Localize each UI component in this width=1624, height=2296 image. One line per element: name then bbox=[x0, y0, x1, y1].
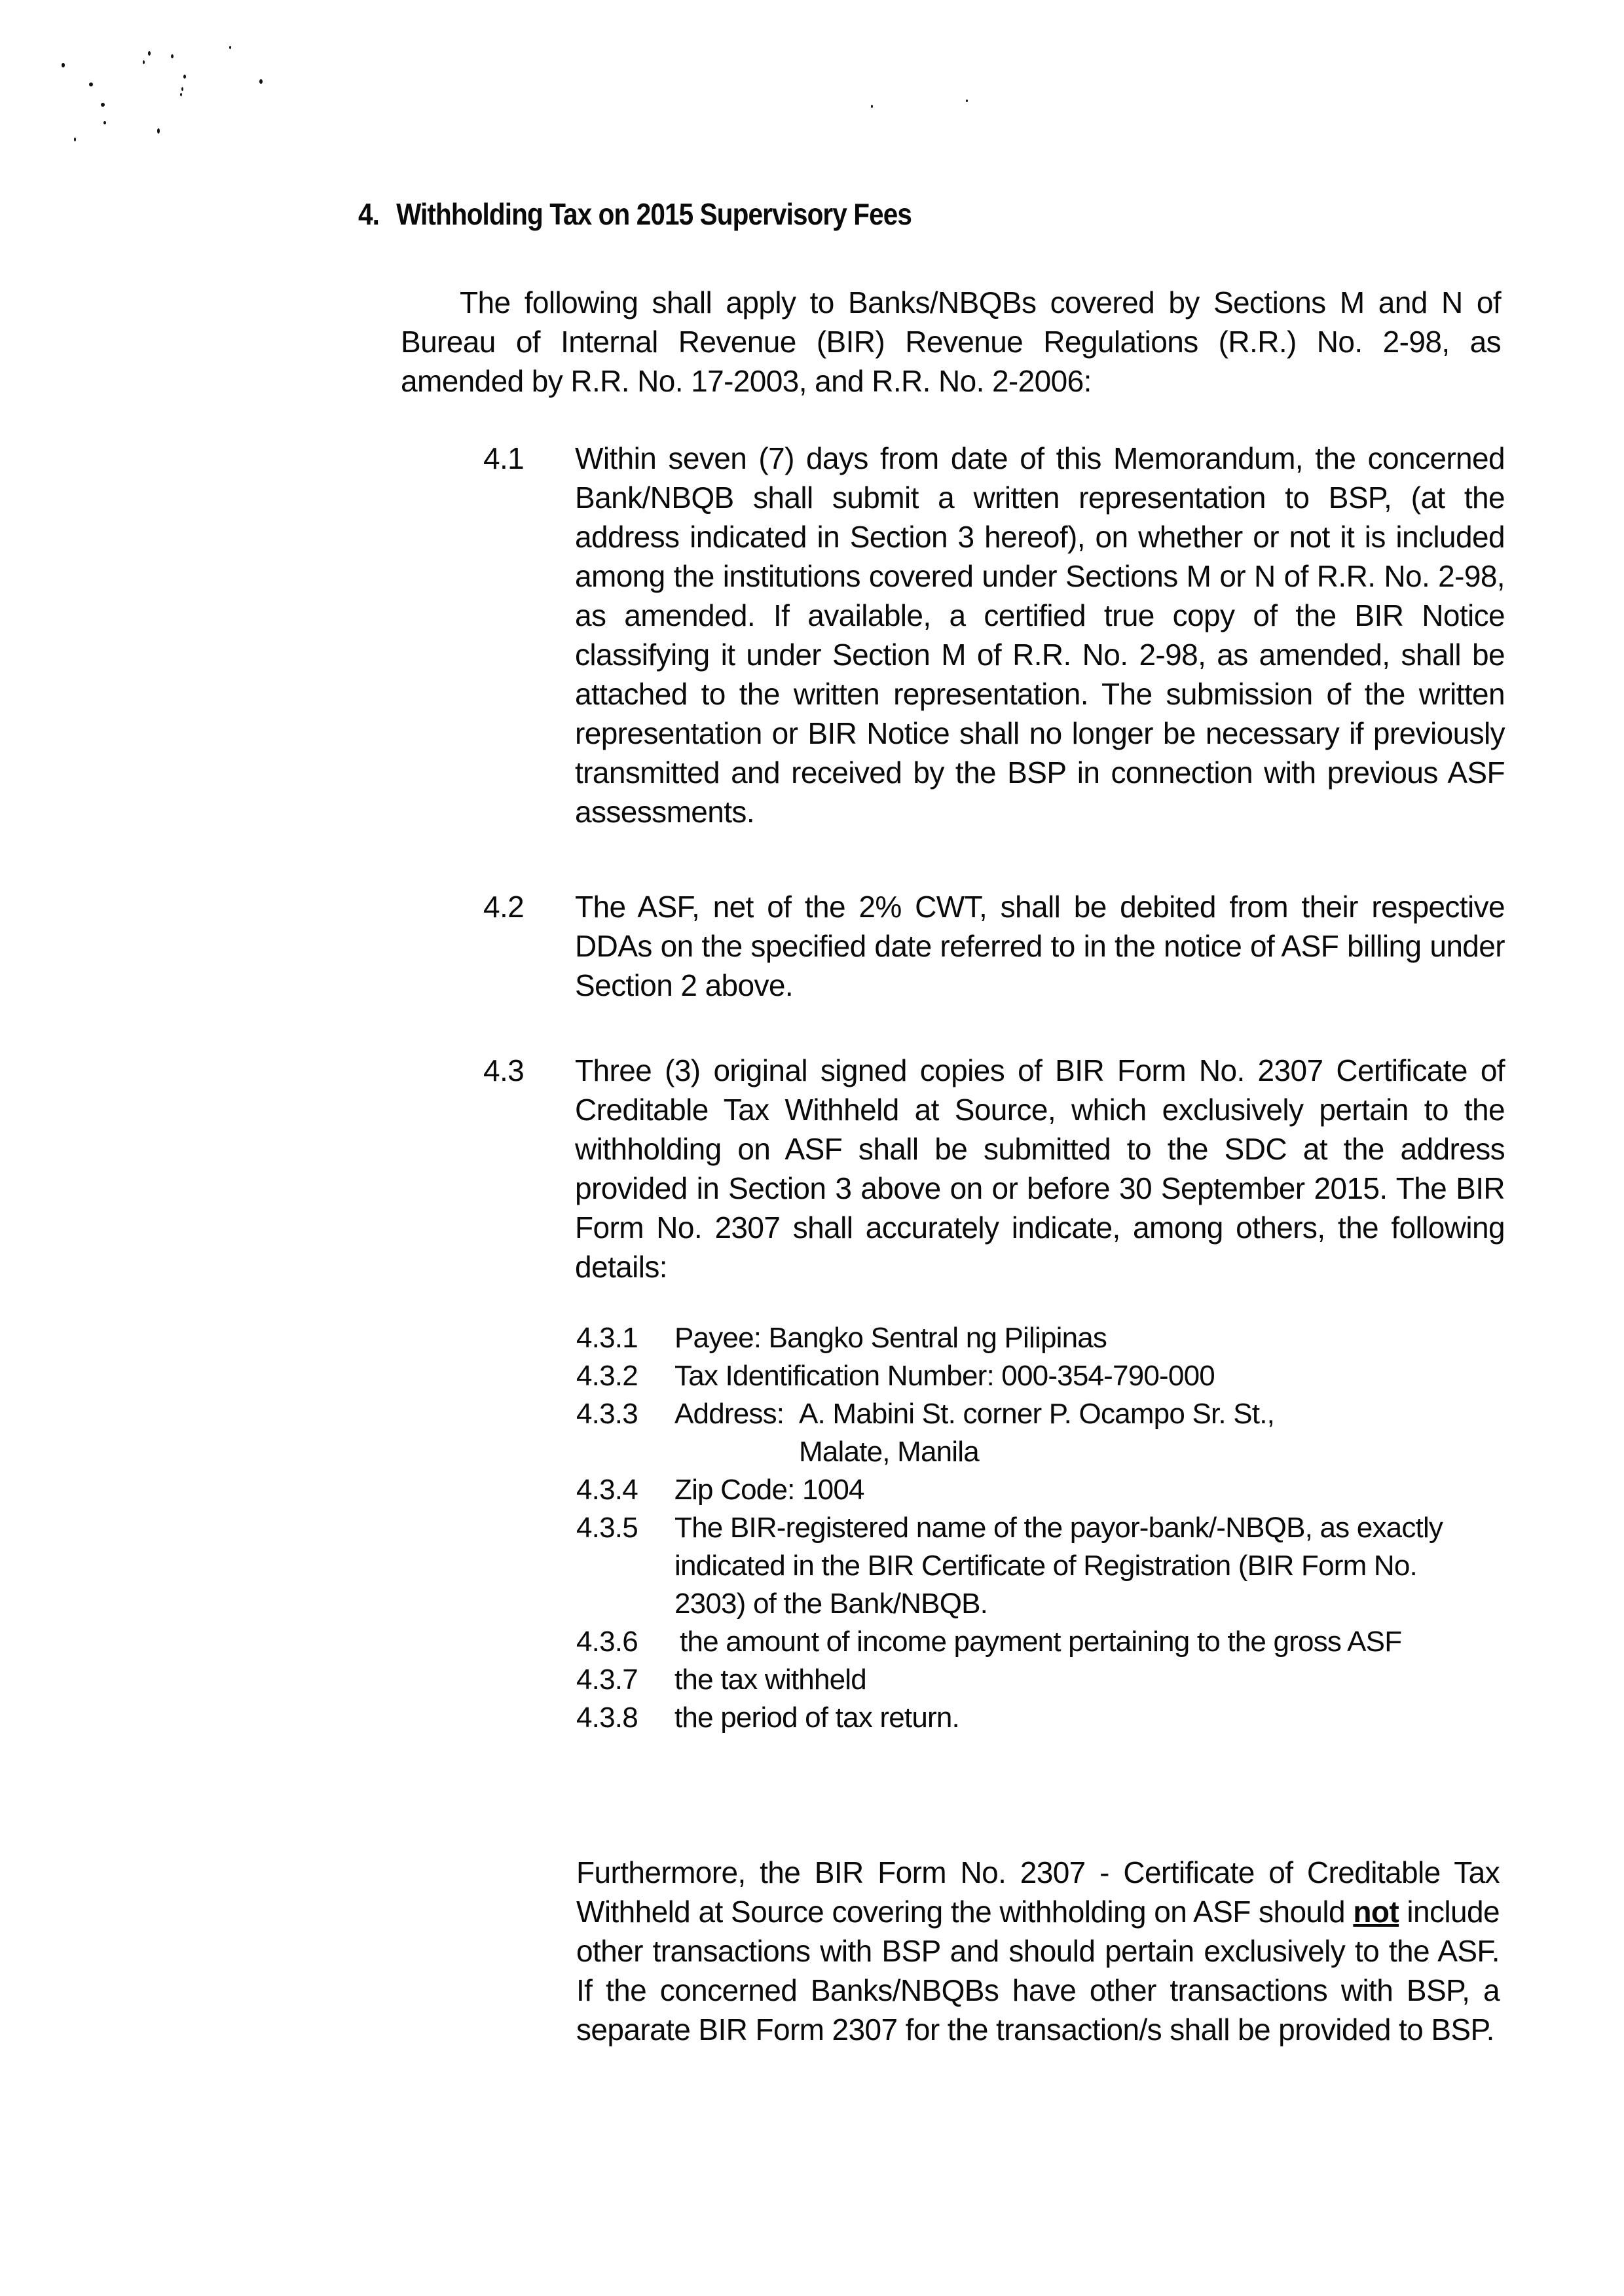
list-item-4-3 bbox=[483, 1051, 1505, 1286]
item-text: Within seven (7) days from date of this Memorandum, the concerned Bank/NBQB shall submit a written representation to BSP, (at the address indicated in Section 3 hereof), on whether or not it is included among the institutions covered under Sections M or N of R.R. No. 2-98, as amended. If available, a certified true copy of the BIR Notice classifying it under Section M of R.R. No. 2-98, as amended, shall be attached to the written representation. The submission of the written representation or BIR Notice shall no longer be necessary if previously transmitted and received by the BSP in connection with previous ASF assessments. bbox=[575, 441, 1505, 829]
scan-speck bbox=[148, 51, 151, 56]
section-heading bbox=[358, 196, 912, 232]
detail-text: Zip Code: 1004 bbox=[674, 1474, 864, 1506]
detail-number: 4.3.8 bbox=[576, 1702, 638, 1734]
address-line-1: A. Mabini St. corner P. Ocampo Sr. St., bbox=[799, 1398, 1275, 1430]
list-item-4-2 bbox=[483, 887, 1505, 1005]
detail-tin bbox=[576, 1357, 1506, 1395]
detail-number: 4.3.6 bbox=[576, 1626, 638, 1658]
item-number: 4.1 bbox=[483, 441, 525, 475]
detail-income-amount bbox=[576, 1623, 1506, 1661]
detail-number: 4.3.4 bbox=[576, 1474, 638, 1506]
detail-number: 4.3.1 bbox=[576, 1322, 638, 1354]
item-text: The ASF, net of the 2% CWT, shall be debited from their respective DDAs on the specified date referred to in the notice of ASF billing under Section 2 above. bbox=[575, 890, 1505, 1002]
detail-text: the amount of income payment pertaining to the gross ASF bbox=[680, 1626, 1402, 1658]
detail-text: Tax Identification Number: 000-354-790-000 bbox=[674, 1360, 1215, 1392]
emphasis-not: not bbox=[1353, 1895, 1399, 1929]
address-line-2: Malate, Manila bbox=[799, 1436, 979, 1468]
list-item-4-1 bbox=[483, 439, 1505, 831]
intro-paragraph: The following shall apply to Banks/NBQBs covered by Sections M and N of Bureau of Internal Revenue (BIR) Revenue Regulations (R.R.) No. 2-98, as amended by R.R. No. 17-2003, and R.R. No. 2-2006: bbox=[401, 285, 1501, 398]
scan-speck bbox=[180, 93, 182, 96]
scan-speck bbox=[181, 87, 183, 91]
section-title: Withholding Tax on 2015 Supervisory Fees bbox=[396, 197, 912, 231]
detail-text: Payee: Bangko Sentral ng Pilipinas bbox=[674, 1322, 1107, 1354]
scan-speck bbox=[101, 103, 105, 107]
scan-speck bbox=[103, 121, 106, 124]
details-list bbox=[576, 1319, 1506, 1737]
detail-tax-withheld bbox=[576, 1661, 1506, 1699]
address-label: Address: bbox=[674, 1398, 784, 1430]
scan-speck bbox=[183, 75, 186, 79]
item-number: 4.3 bbox=[483, 1053, 525, 1087]
detail-text: the tax withheld bbox=[674, 1664, 866, 1696]
scan-speck bbox=[171, 54, 174, 58]
scan-speck bbox=[229, 46, 231, 49]
scan-speck bbox=[157, 128, 160, 134]
item-number: 4.2 bbox=[483, 890, 525, 924]
item-text: Three (3) original signed copies of BIR Form No. 2307 Certificate of Creditable Tax Withheld at Source, which exclusively pertain to the withholding on ASF shall be submitted to the SDC at the address provided in Section 3 above on or before 30 September 2015. The BIR Form No. 2307 shall accurately indicate, among others, the following details: bbox=[575, 1053, 1505, 1284]
detail-text: The BIR-registered name of the payor-bank/-NBQB, as exactly indicated in the BIR Certificate of Registration (BIR Form No. 2303) of the Bank/NBQB. bbox=[674, 1512, 1443, 1620]
scan-speck bbox=[143, 60, 145, 64]
detail-payee bbox=[576, 1319, 1506, 1357]
detail-period bbox=[576, 1699, 1506, 1737]
scan-speck bbox=[74, 137, 76, 141]
scan-speck bbox=[871, 105, 873, 108]
detail-registered-name bbox=[576, 1509, 1506, 1623]
scan-speck bbox=[966, 100, 968, 102]
detail-number: 4.3.3 bbox=[576, 1398, 638, 1430]
detail-zip-code bbox=[576, 1471, 1506, 1509]
detail-address bbox=[576, 1395, 1506, 1471]
detail-text: the period of tax return. bbox=[674, 1702, 959, 1734]
scan-speck bbox=[259, 79, 263, 84]
scan-speck bbox=[62, 63, 65, 67]
detail-number: 4.3.7 bbox=[576, 1664, 638, 1696]
detail-number: 4.3.2 bbox=[576, 1360, 638, 1392]
section-number: 4. bbox=[358, 197, 380, 231]
furthermore-paragraph: Furthermore, the BIR Form No. 2307 - Certificate of Creditable Tax Withheld at Source covering the withholding on ASF should not include other transactions with BSP and should pertain exclusively to the ASF. If the concerned Banks/NBQBs have other transactions with BSP, a separate BIR Form 2307 for the transaction/s shall be provided to BSP. bbox=[576, 1855, 1500, 2047]
scan-speck bbox=[89, 82, 93, 86]
detail-number: 4.3.5 bbox=[576, 1512, 638, 1544]
